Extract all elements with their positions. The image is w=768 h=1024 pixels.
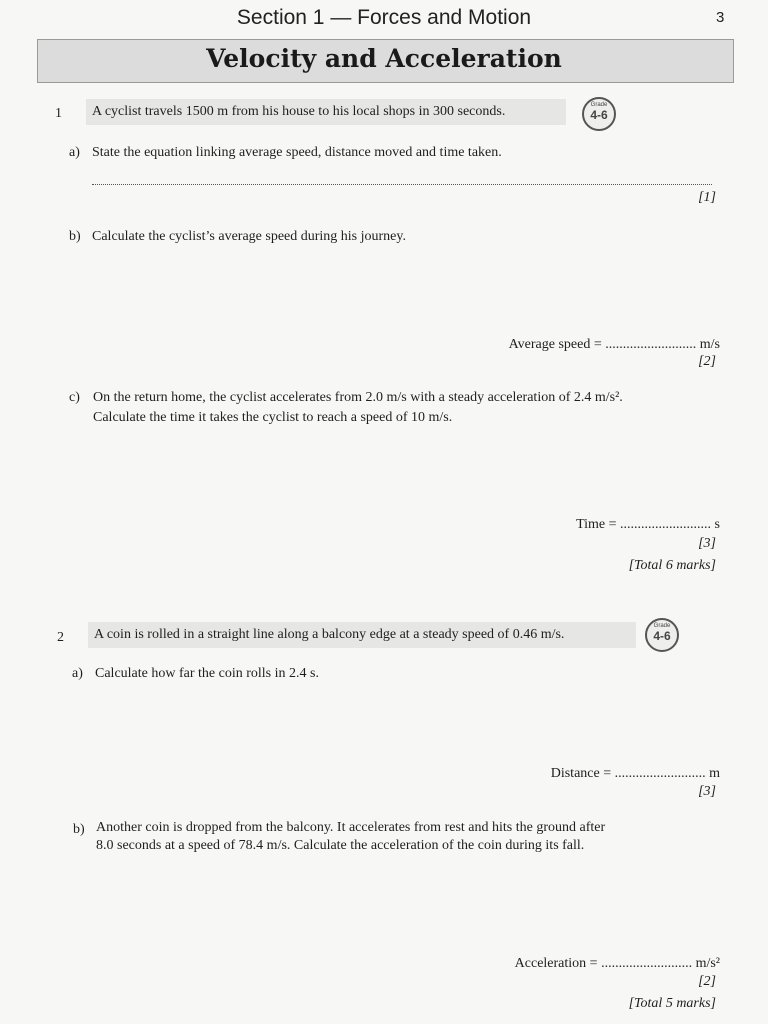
answer-row-1b: [509, 337, 720, 353]
total-marks-q2: [Total 5 marks]: [628, 996, 716, 1011]
marks-2b: [2]: [698, 974, 716, 989]
page-title: Velocity and Acceleration: [206, 44, 562, 73]
section-title: Section 1 — Forces and Motion: [236, 6, 532, 29]
grade-badge-value: 4-6: [590, 108, 608, 122]
answer-field-2b[interactable]: ..........................: [601, 956, 693, 971]
grade-badge-value: 4-6: [653, 629, 671, 643]
part-1a-text: State the equation linking average speed, distance moved and time taken.: [92, 145, 502, 160]
answer-field-2a[interactable]: ..........................: [614, 766, 706, 781]
part-1b-text: Calculate the cyclist’s average speed during his journey.: [92, 229, 406, 244]
marks-1b: [2]: [698, 354, 716, 369]
answer-label-1b: Average speed =: [508, 337, 606, 352]
answer-row-2b: [515, 956, 720, 972]
answer-label-2a: Distance =: [550, 766, 615, 781]
part-2b-line1: Another coin is dropped from the balcony. It accelerates from rest and hits the ground after: [96, 820, 606, 835]
grade-badge-icon: [645, 618, 679, 652]
question-2-stem: A coin is rolled in a straight line along a balcony edge at a steady speed of 0.46 m/s.: [94, 627, 565, 642]
answer-unit-1b: m/s: [696, 337, 720, 352]
marks-2a: [3]: [698, 784, 716, 799]
grade-badge-label: Grade: [653, 623, 671, 629]
part-2b-line2: 8.0 seconds at a speed of 78.4 m/s. Calculate the acceleration of the coin during its fall.: [96, 838, 585, 853]
answer-unit-2b: m/s²: [692, 956, 720, 971]
part-2a-text: Calculate how far the coin rolls in 2.4 s.: [95, 666, 319, 681]
answer-line-1a[interactable]: [92, 184, 712, 185]
grade-badge-label: Grade: [590, 102, 608, 108]
part-1b-letter: b): [69, 229, 81, 244]
answer-field-1c[interactable]: ..........................: [620, 517, 712, 532]
answer-label-2b: Acceleration =: [514, 956, 602, 971]
page-number: 3: [716, 9, 725, 26]
part-1c-line1: On the return home, the cyclist accelerates from 2.0 m/s with a steady acceleration of 2.4 m/s².: [93, 390, 623, 405]
part-1c-line2: Calculate the time it takes the cyclist to reach a speed of 10 m/s.: [93, 410, 453, 425]
part-2a-letter: a): [72, 666, 83, 681]
grade-badge-icon: [582, 97, 616, 131]
answer-label-1c: Time =: [576, 517, 621, 532]
marks-1c: [3]: [698, 536, 716, 551]
marks-1a: [1]: [698, 190, 716, 205]
answer-field-1b[interactable]: ..........................: [605, 337, 697, 352]
question-1-stem: A cyclist travels 1500 m from his house to his local shops in 300 seconds.: [92, 104, 506, 119]
part-1a-letter: a): [69, 145, 80, 160]
answer-row-1c: [576, 517, 720, 533]
part-1c-letter: c): [69, 390, 80, 405]
question-1-number: 1: [55, 106, 62, 121]
total-marks-q1: [Total 6 marks]: [628, 558, 716, 573]
answer-unit-1c: s: [711, 517, 720, 532]
answer-unit-2a: m: [705, 766, 720, 781]
answer-row-2a: [551, 766, 720, 782]
part-2b-letter: b): [73, 822, 85, 837]
question-2-number: 2: [57, 630, 64, 645]
